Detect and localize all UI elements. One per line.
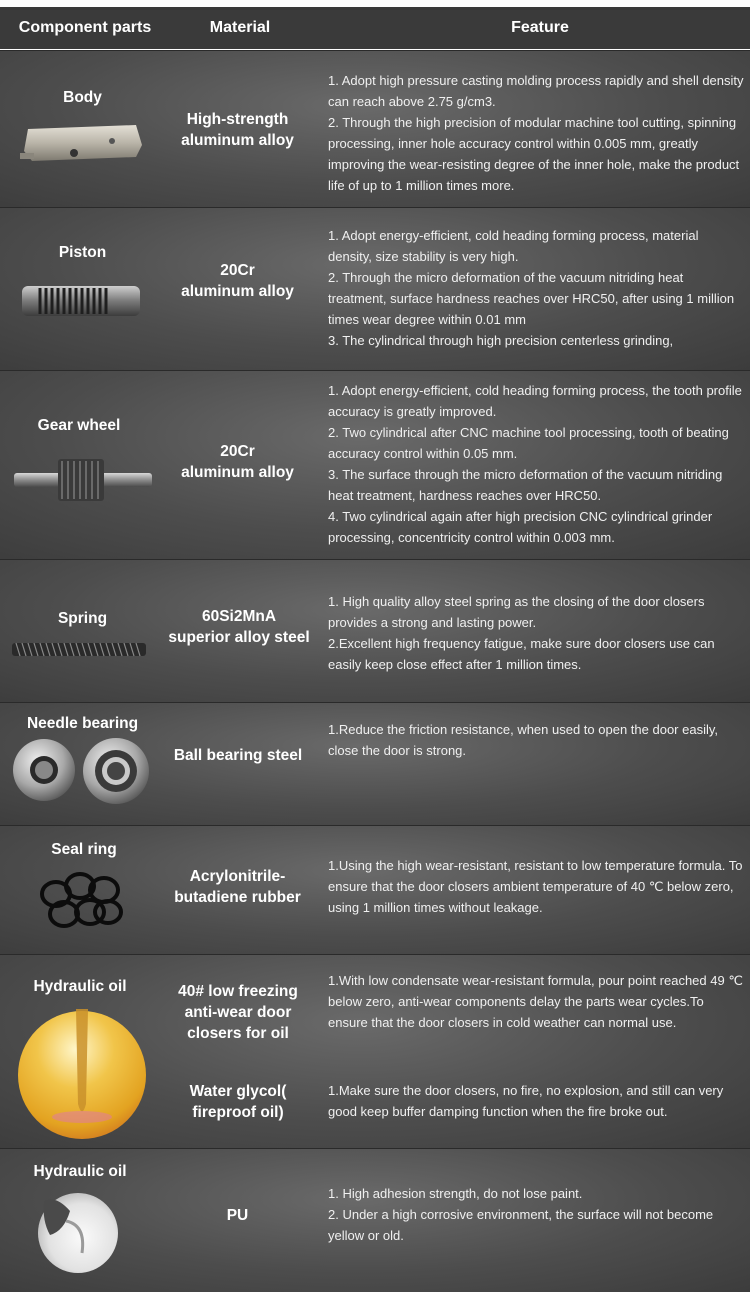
table-row (0, 370, 750, 559)
material: PU (226, 1207, 249, 1224)
material: Acrylonitrile- butadiene rubber (174, 868, 301, 906)
spring-part-image (10, 640, 150, 660)
material: High-strength aluminum alloy (181, 111, 294, 149)
table-row (0, 954, 750, 1148)
seal-ring-image (36, 868, 128, 936)
feature-text: 1.Reduce the friction resistance, when used to open the door easily, close the door is strong. (328, 722, 718, 758)
feature-text: 1. Adopt energy-efficient, cold heading forming process, material density, size stability is very high. 2. Through the micro deformation of the vacuum nitriding heat treatment, surface hardness reaches over HRC50, after using 1 million times wear degree within 0.01 mm 3. The cylindrical through high precision centerless grinding, (328, 228, 735, 348)
piston-part-image (16, 278, 146, 324)
table-row (0, 1148, 750, 1292)
gear-wheel-part-image (12, 455, 157, 505)
feature-text: 1. Adopt high pressure casting molding process rapidly and shell density can reach above 2.75 g/cm3. 2. Through the high precision of modular machine tool cutting, spinning processing, inner hole accuracy control within 0.005 mm, greatly improving the wear-resisting degree of the inner hole, make the product life of up to 1 million times more. (328, 73, 744, 193)
feature-text: 1. Adopt energy-efficient, cold heading forming process, the tooth profile accuracy is greatly improved. 2. Two cylindrical after CNC machine tool processing, tooth of beating accuracy control within 0.05 mm. 3. The surface through the micro deformation of the vacuum nitriding heat treatment, hardness reaches over HRC50. 4. Two cylindrical again after high precision CNC cylindrical grinder processing, concentricity control within 0.003 mm. (328, 383, 742, 545)
table-row (0, 825, 750, 954)
hydraulic-oil-image (16, 1009, 148, 1141)
header-component-parts: Component parts (18, 19, 152, 36)
feature-text: 1.With low condensate wear-resistant formula, pour point reached 49 ℃ below zero, anti-wear components delay the parts wear cycles.To ensure that the door closers in cold weather can normal use. (328, 973, 743, 1030)
header-feature: Feature (511, 19, 569, 36)
needle-bearing-image (10, 737, 158, 807)
part-name: Body (63, 89, 102, 106)
material: Ball bearing steel (173, 747, 303, 764)
feature-text: 1. High quality alloy steel spring as the closing of the door closers provides a strong and lasting power. 2.Excellent high frequency fatigue, make sure door closers use can easily keep close effect after 1 million times. (328, 594, 715, 672)
material: 20Cr aluminum alloy (181, 443, 294, 481)
part-name: Needle bearing (26, 715, 139, 732)
part-name: Piston (58, 244, 107, 261)
part-name: Seal ring (51, 841, 117, 858)
body-part-image (18, 121, 148, 171)
table-row (0, 702, 750, 825)
feature-text: 1. High adhesion strength, do not lose paint. 2. Under a high corrosive environment, the surface will not become yellow or old. (328, 1186, 714, 1243)
part-name: Gear wheel (37, 417, 121, 434)
part-name: Hydraulic oil (33, 1163, 127, 1180)
material-alt: Water glycol( fireproof oil) (189, 1083, 287, 1121)
part-name: Hydraulic oil (33, 978, 127, 995)
table-row (0, 50, 750, 207)
table-header (0, 7, 750, 49)
material: 60Si2MnA superior alloy steel (168, 608, 310, 646)
material: 20Cr aluminum alloy (181, 262, 294, 300)
table-row (0, 559, 750, 702)
feature-text: 1.Using the high wear-resistant, resistant to low temperature formula. To ensure that the door closers ambient temperature of 40 ℃ below zero, using 1 million times without leakage. (328, 858, 743, 915)
part-name: Spring (57, 610, 108, 627)
pu-coating-image (36, 1191, 120, 1275)
table-row (0, 207, 750, 370)
feature-text-alt: 1.Make sure the door closers, no fire, no explosion, and still can very good keep buffer damping function when the fire broke out. (328, 1083, 724, 1119)
material: 40# low freezing anti-wear door closers for oil (178, 983, 298, 1042)
header-material: Material (209, 19, 271, 36)
